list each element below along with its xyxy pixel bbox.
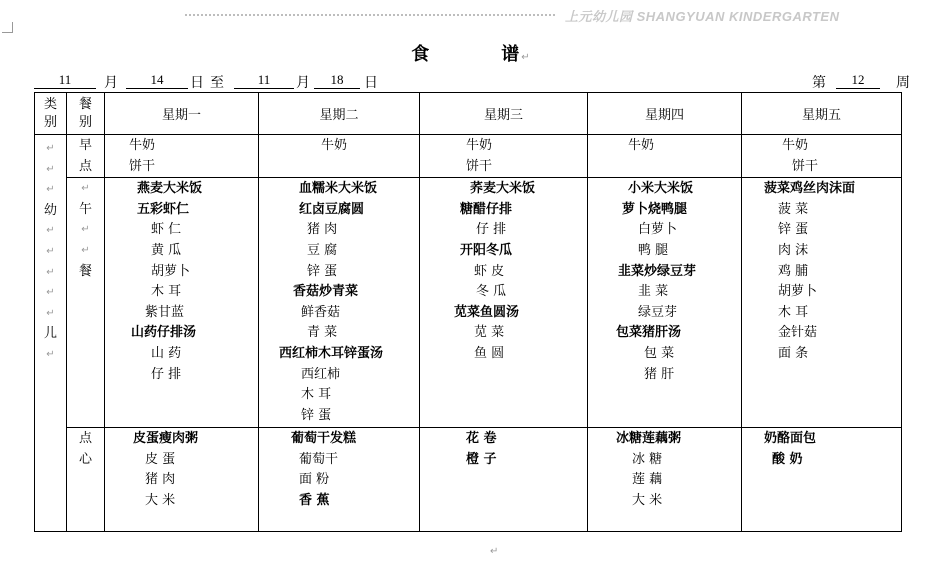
snack-thu: [588, 428, 742, 532]
lunch-item: 鲜香菇: [301, 304, 341, 320]
snack-item: 猪 肉: [145, 472, 176, 488]
lunch-item: 锌 蛋: [301, 407, 332, 423]
week-number: 12: [836, 72, 880, 89]
lunch-item: 锌 蛋: [307, 263, 338, 279]
lunch-item: 西红柿: [301, 366, 341, 382]
lunch-item: 绿豆芽: [638, 304, 678, 320]
page-title: [0, 40, 943, 66]
lunch-item: 萝卜烧鸭腿: [622, 201, 688, 217]
lunch-item: 糖醋仔排: [460, 201, 513, 217]
breakfast-item: 牛奶: [321, 138, 348, 153]
breakfast-item: 饼干: [466, 158, 493, 174]
breakfast-item: 牛奶: [628, 138, 655, 153]
lunch-item: 香菇炒青菜: [293, 284, 359, 300]
breakfast-wed: [420, 135, 588, 178]
lunch-item: 苋菜鱼圆汤: [454, 304, 520, 320]
lunch-item: 鸭 腿: [638, 242, 669, 258]
breakfast-label-cell: [67, 135, 105, 178]
page-corner-mark: [2, 22, 13, 33]
snack-item: 面 粉: [299, 472, 330, 488]
lunch-item: 包菜猪肝汤: [616, 325, 682, 341]
breakfast-label-1: 早: [78, 138, 92, 153]
lunch-item: 开阳冬瓜: [460, 242, 513, 258]
lunch-item: 木 耳: [778, 304, 809, 320]
lunch-row: [35, 178, 902, 428]
breakfast-item: 牛奶: [782, 138, 809, 153]
snack-item: 酸 奶: [772, 451, 803, 467]
lunch-item: 韭 菜: [638, 284, 669, 300]
lunch-item: 豆 腐: [307, 242, 338, 258]
date-range-row: [34, 72, 914, 92]
col-meal-header: 餐 别: [67, 93, 105, 135]
breakfast-mon: [105, 135, 259, 178]
lunch-item: 韭菜炒绿豆芽: [618, 263, 697, 279]
snack-row: [35, 428, 902, 532]
lunch-item: 荞麦大米饭: [470, 181, 536, 197]
snack-tue: [259, 428, 420, 532]
snack-item: 莲 藕: [632, 472, 663, 488]
breakfast-tue: [259, 135, 420, 178]
paragraph-mark-bottom: ↵: [490, 546, 499, 557]
lunch-item: 仔 排: [476, 222, 507, 238]
lunch-item: 肉 沫: [778, 242, 809, 258]
lunch-item: 虾 仁: [151, 222, 182, 238]
snack-label-cell: [67, 428, 105, 532]
lunch-item: 青 菜: [307, 325, 338, 341]
lunch-thu: [588, 178, 742, 428]
snack-fri: [742, 428, 902, 532]
header-dotted-rule: [185, 14, 555, 16]
category-label-1: 幼: [43, 202, 57, 218]
day-header-fri: 星期五: [742, 93, 902, 135]
lunch-item: 包 菜: [644, 345, 675, 361]
day-header-mon: 星期一: [105, 93, 259, 135]
lunch-item: 西红柿木耳锌蛋汤: [279, 345, 384, 361]
week-suffix: 周: [896, 75, 910, 91]
breakfast-item: 饼干: [792, 158, 819, 174]
lunch-item: 白萝卜: [638, 222, 678, 238]
lunch-item: 锌 蛋: [778, 222, 809, 238]
snack-item: 葡萄干: [299, 451, 339, 467]
lunch-item: 苋 菜: [474, 325, 505, 341]
lunch-label-cell: ↵ 午 ↵ ↵ 餐: [67, 178, 105, 428]
day-header-wed: 星期三: [420, 93, 588, 135]
end-day: 18: [314, 72, 360, 89]
lunch-item: 虾 皮: [474, 263, 505, 279]
snack-item: 大 米: [632, 492, 663, 508]
end-day-char: 日: [364, 75, 378, 91]
paragraph-mark: ↵: [521, 52, 532, 63]
snack-item: 橙 子: [466, 451, 497, 467]
end-month: 11: [234, 72, 294, 89]
lunch-label-1: 午: [78, 201, 92, 217]
breakfast-item: 牛奶: [129, 138, 156, 153]
lunch-wed: [420, 178, 588, 428]
lunch-item: 山药仔排汤: [131, 325, 197, 341]
lunch-item: 菠 菜: [778, 201, 809, 217]
lunch-item: 猪 肝: [644, 366, 675, 382]
lunch-item: 金针菇: [778, 325, 818, 341]
lunch-item: 仔 排: [151, 366, 182, 382]
snack-item: 香 蕉: [299, 492, 330, 508]
snack-item: 奶酪面包: [764, 431, 817, 447]
day-header-thu: 星期四: [588, 93, 742, 135]
lunch-item: 木 耳: [151, 284, 182, 300]
start-month: 11: [34, 72, 96, 89]
snack-item: 皮 蛋: [145, 451, 176, 467]
lunch-item: 黄 瓜: [151, 242, 182, 258]
week-prefix: 第: [812, 75, 826, 91]
lunch-fri: [742, 178, 902, 428]
to-char: 至: [210, 75, 224, 91]
breakfast-row: [35, 135, 902, 178]
lunch-item: 面 条: [778, 345, 809, 361]
lunch-item: 红卤豆腐圆: [299, 201, 365, 217]
category-cell: ↵ ↵ ↵ 幼 ↵ ↵ ↵ ↵ ↵ 儿 ↵: [35, 135, 67, 532]
lunch-item: 胡萝卜: [778, 284, 818, 300]
breakfast-item: 饼干: [129, 158, 156, 174]
end-month-char: 月: [296, 75, 310, 91]
title-part2: 谱: [501, 44, 522, 65]
lunch-item: 木 耳: [301, 387, 332, 403]
lunch-label-2: 餐: [78, 263, 92, 279]
table-header-row: [35, 93, 902, 135]
breakfast-label-2: 点: [78, 158, 92, 174]
snack-item: 皮蛋瘦肉粥: [133, 431, 199, 447]
snack-label-1: 点: [78, 431, 92, 447]
lunch-item: 胡萝卜: [151, 263, 191, 279]
breakfast-thu: [588, 135, 742, 178]
snack-item: 冰糖莲藕粥: [616, 431, 682, 447]
lunch-item: 山 药: [151, 345, 182, 361]
lunch-item: 冬 瓜: [476, 284, 507, 300]
snack-item: 冰 糖: [632, 451, 663, 467]
col-category-header: 类 别: [35, 93, 67, 135]
lunch-item: 五彩虾仁: [137, 201, 190, 217]
snack-label-2: 心: [78, 451, 92, 467]
month-char: 月: [104, 75, 118, 91]
lunch-item: 血糯米大米饭: [299, 181, 378, 197]
lunch-item: 紫甘蓝: [145, 304, 185, 320]
header-org-text: 上元幼儿园 SHANGYUAN KINDERGARTEN: [565, 9, 840, 24]
lunch-mon: [105, 178, 259, 428]
menu-table: [34, 92, 902, 532]
snack-mon: [105, 428, 259, 532]
day-char: 日: [190, 75, 204, 91]
lunch-item: 鸡 脯: [778, 263, 809, 279]
snack-item: 花 卷: [466, 431, 497, 447]
breakfast-fri: [742, 135, 902, 178]
title-part1: 食: [411, 44, 432, 65]
lunch-item: 猪 肉: [307, 222, 338, 238]
category-label-2: 儿: [43, 326, 57, 342]
snack-item: 大 米: [145, 492, 176, 508]
snack-item: 葡萄干发糕: [291, 431, 357, 447]
breakfast-item: 牛奶: [466, 138, 493, 153]
lunch-item: 小米大米饭: [628, 181, 694, 197]
start-day: 14: [126, 72, 188, 89]
lunch-item: 菠菜鸡丝肉沫面: [764, 181, 856, 197]
lunch-item: 鱼 圆: [474, 345, 505, 361]
lunch-tue: [259, 178, 420, 428]
day-header-tue: 星期二: [259, 93, 420, 135]
snack-wed: [420, 428, 588, 532]
lunch-item: 燕麦大米饭: [137, 181, 203, 197]
